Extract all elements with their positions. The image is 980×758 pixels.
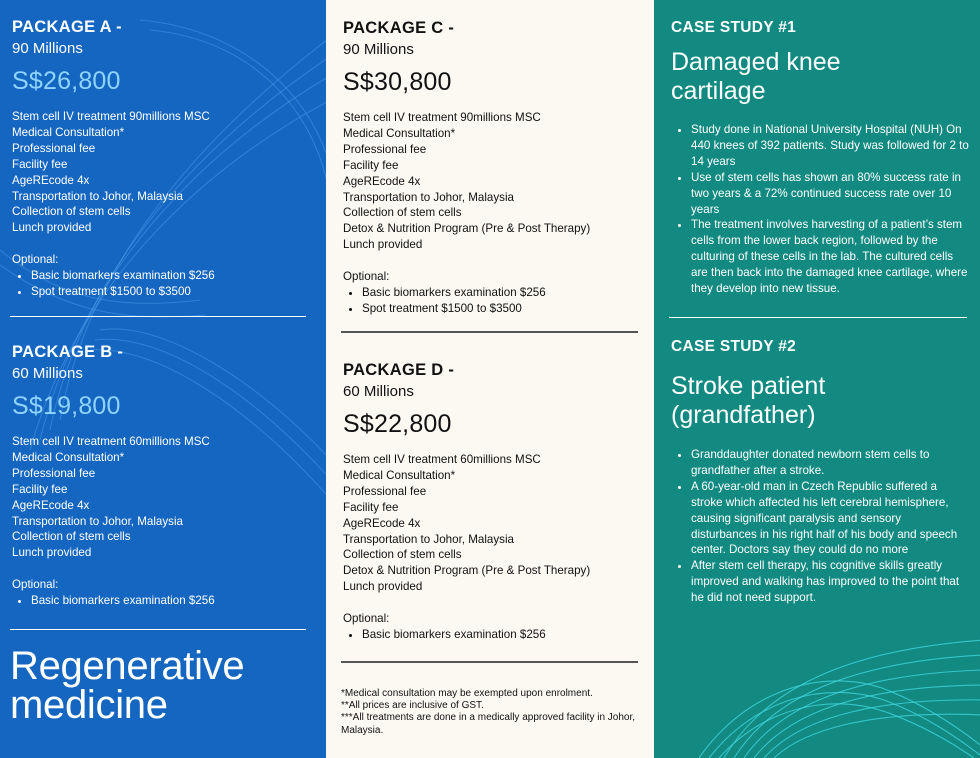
big-title-line-2: medicine	[10, 683, 168, 727]
list-item: • Spot treatment $1500 to $3500	[31, 284, 215, 300]
package-b-title: PACKAGE B -	[12, 343, 124, 361]
package-d-optional-list	[343, 627, 590, 643]
list-item: Facility fee	[343, 158, 399, 172]
list-item: • The treatment involves harvesting of a patient’s stem cells from the lower back region, followed by the culturing of these cells in the lab. The cultured cells are then back into the damaged knee cartilage, where they develop into new tissue.	[691, 217, 969, 297]
list-item: Professional fee	[343, 142, 427, 156]
list-item: • A 60-year-old man in Czech Republic suffered a stroke which affected his left cerebral hemisphere, causing significant paralysis and sensory disturbances in his right half of his body and speech center. Doctors say they could do no more	[691, 479, 969, 559]
list-item: Transportation to Johor, Malaysia	[12, 189, 183, 203]
package-a-optional-label: Optional:	[12, 253, 59, 267]
list-item: Collection of stem cells	[12, 530, 131, 544]
list-item: Detox & Nutrition Program (Pre & Post Therapy)	[343, 222, 591, 236]
divider	[669, 317, 967, 318]
list-item: • Basic biomarkers examination $256	[362, 627, 590, 643]
heading-line: cartilage	[671, 76, 766, 105]
divider	[341, 331, 638, 333]
list-item: Collection of stem cells	[343, 548, 462, 562]
right-panel	[654, 0, 980, 758]
list-item: Stem cell IV treatment 90millions MSC	[343, 111, 541, 124]
case-study-1-bullets	[671, 122, 969, 297]
list-item: • Basic biomarkers examination $256	[31, 593, 215, 609]
package-b	[12, 342, 215, 609]
list-item: Stem cell IV treatment 60millions MSC	[343, 453, 541, 466]
list-item: Facility fee	[12, 157, 68, 171]
package-a-subtitle: 90 Millions	[12, 40, 83, 57]
heading-line: Stroke patient	[671, 372, 826, 400]
list-item: AgeREcode 4x	[12, 173, 90, 187]
list-item: Collection of stem cells	[343, 206, 462, 220]
heading-line: (grandfather)	[671, 400, 816, 429]
footnotes	[341, 688, 641, 737]
package-c-price: S$30,800	[343, 68, 452, 96]
package-d-optional-label: Optional:	[343, 612, 390, 626]
list-item: AgeREcode 4x	[343, 516, 421, 530]
case-study-2-heading	[671, 372, 969, 429]
package-a-optional-list	[12, 268, 215, 300]
list-item: Medical Consultation*	[343, 126, 456, 140]
package-b-subtitle: 60 Millions	[12, 365, 83, 382]
big-title-line-1: Regenerative	[10, 644, 245, 688]
package-c-items	[343, 110, 590, 253]
package-d-price: S$22,800	[343, 410, 452, 438]
case-study-1	[671, 18, 969, 297]
list-item: Lunch provided	[343, 580, 423, 594]
case-study-1-heading	[671, 48, 969, 105]
list-item: Facility fee	[343, 500, 399, 514]
package-b-optional-list	[12, 593, 215, 609]
middle-panel	[326, 0, 654, 758]
list-item: Collection of stem cells	[12, 205, 131, 219]
list-item: Stem cell IV treatment 90millions MSC	[12, 110, 210, 123]
list-item: Transportation to Johor, Malaysia	[12, 514, 183, 528]
package-a-items	[12, 109, 215, 236]
list-item: Professional fee	[343, 484, 427, 498]
package-c-subtitle: 90 Millions	[343, 41, 414, 58]
list-item: • Basic biomarkers examination $256	[31, 268, 215, 284]
list-item: • Study done in National University Hospital (NUH) On 440 knees of 392 patients. Study was followed for 2 to 14 years	[691, 122, 969, 170]
package-b-optional-label: Optional:	[12, 578, 59, 592]
list-item: AgeREcode 4x	[343, 174, 421, 188]
divider	[341, 661, 638, 663]
footnote: ***All treatments are done in a medically approved facility in Johor, Malaysia.	[341, 712, 636, 736]
list-item: Lunch provided	[12, 221, 92, 235]
package-d-subtitle: 60 Millions	[343, 383, 414, 400]
list-item: Transportation to Johor, Malaysia	[343, 532, 514, 546]
package-d-items	[343, 452, 590, 595]
list-item: Lunch provided	[12, 546, 92, 560]
package-b-items	[12, 434, 215, 561]
case-study-1-label: CASE STUDY #1	[671, 19, 797, 36]
regenerative-medicine-title	[10, 644, 245, 727]
list-item: • Basic biomarkers examination $256	[362, 285, 590, 301]
list-item: Facility fee	[12, 482, 68, 496]
list-item: • Spot treatment $1500 to $3500	[362, 301, 590, 317]
left-panel	[0, 0, 326, 758]
list-item: Professional fee	[12, 141, 96, 155]
list-item: Medical Consultation*	[12, 450, 125, 464]
package-c	[343, 18, 590, 317]
list-item: Professional fee	[12, 466, 96, 480]
package-b-price: S$19,800	[12, 392, 121, 420]
list-item: • After stem cell therapy, his cognitive skills greatly improved and walking has improved to the point that he did not need support.	[691, 558, 969, 606]
package-d-title: PACKAGE D -	[343, 361, 455, 379]
case-study-2-label: CASE STUDY #2	[671, 338, 797, 355]
list-item: Transportation to Johor, Malaysia	[343, 190, 514, 204]
list-item: Detox & Nutrition Program (Pre & Post Therapy)	[343, 564, 591, 578]
list-item: Lunch provided	[343, 238, 423, 252]
list-item: Stem cell IV treatment 60millions MSC	[12, 435, 210, 448]
list-item: • Granddaughter donated newborn stem cells to grandfather after a stroke.	[691, 447, 969, 479]
list-item: AgeREcode 4x	[12, 498, 90, 512]
list-item: Medical Consultation*	[343, 468, 456, 482]
package-a-title: PACKAGE A -	[12, 18, 122, 36]
divider	[10, 316, 306, 317]
package-c-title: PACKAGE C -	[343, 19, 455, 37]
footnote: **All prices are inclusive of GST.	[341, 700, 484, 712]
case-study-2-bullets	[671, 447, 969, 606]
package-d	[343, 360, 590, 643]
footnote: *Medical consultation may be exempted upon enrolment.	[341, 688, 593, 699]
divider	[10, 629, 306, 630]
heading-line: Damaged knee	[671, 48, 841, 76]
package-c-optional-list	[343, 285, 590, 317]
list-item: Medical Consultation*	[12, 125, 125, 139]
package-a	[12, 17, 215, 300]
list-item: • Use of stem cells has shown an 80% success rate in two years & a 72% continued success rate over 10 years	[691, 170, 969, 218]
case-study-2	[671, 337, 969, 606]
package-a-price: S$26,800	[12, 67, 121, 95]
package-c-optional-label: Optional:	[343, 270, 390, 284]
